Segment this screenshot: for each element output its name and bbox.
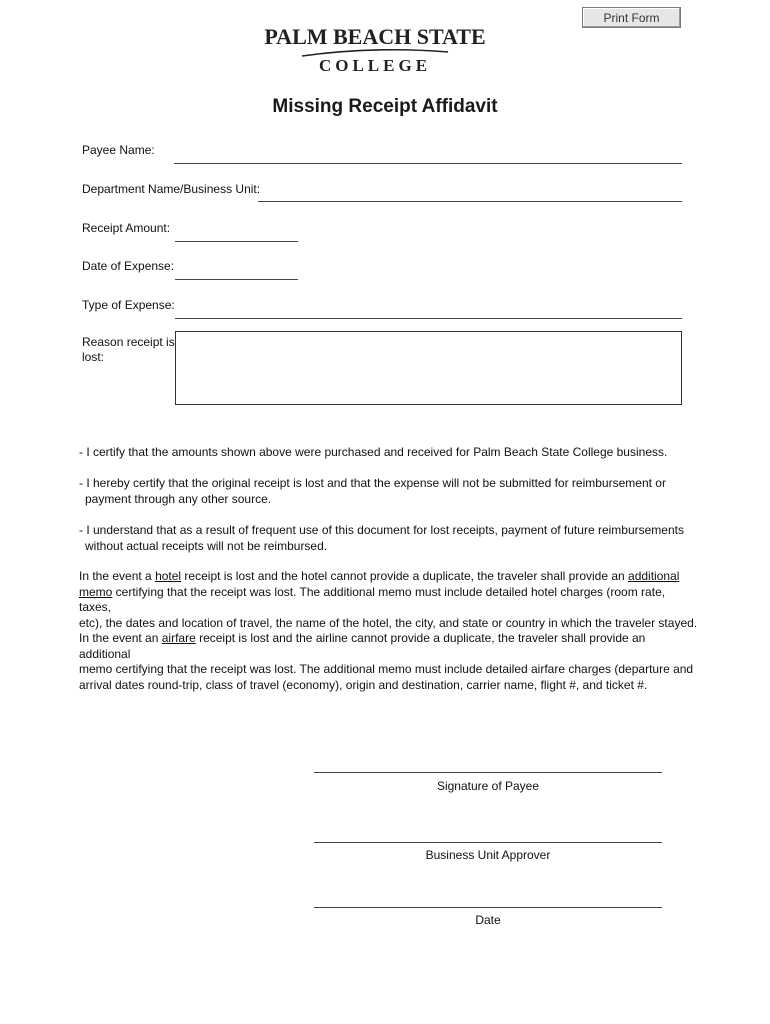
reason-label-line2: lost:	[82, 350, 105, 364]
payee-name-label: Payee Name:	[82, 143, 155, 157]
receipt-amount-field[interactable]	[175, 241, 298, 242]
hotel-line3: etc), the dates and location of travel, the name of the hotel, the city, and state or country in which the traveler stayed.	[79, 615, 698, 630]
certification-3-line2: without actual receipts will not be reimbursed.	[85, 538, 328, 553]
date-of-expense-field[interactable]	[175, 279, 298, 280]
airfare-line2: memo certifying that the receipt was lost. The additional memo must include detailed airfare charges (departure and	[79, 662, 694, 676]
date-signature-line[interactable]	[314, 907, 662, 908]
type-of-expense-label: Type of Expense:	[82, 298, 175, 312]
certification-2-line2: payment through any other source.	[85, 491, 272, 506]
page-title: Missing Receipt Affidavit	[272, 96, 498, 117]
airfare-text-b: receipt is lost and the airline cannot provide a duplicate, the traveler shall provide an additional	[79, 631, 646, 661]
hotel-text-b: receipt is lost and the hotel cannot provide a duplicate, the traveler shall provide an	[181, 569, 629, 583]
hotel-paragraph	[79, 569, 699, 631]
certification-1: - I certify that the amounts shown above were purchased and received for Palm Beach State College business.	[79, 445, 668, 459]
hotel-underlined-memo: memo	[79, 584, 113, 599]
certification-2-line1: - I hereby certify that the original receipt is lost and that the expense will not be submitted for reimbursement or	[79, 476, 666, 490]
certification-3	[79, 523, 684, 554]
hotel-underlined-additional: additional	[628, 569, 680, 583]
date-signature-label: Date	[475, 913, 501, 927]
print-form-button[interactable]: Print Form	[582, 7, 681, 28]
payee-signature-label: Signature of Payee	[436, 779, 540, 793]
college-logo-subtitle: COLLEGE	[318, 56, 432, 75]
certification-2	[79, 476, 666, 507]
hotel-text-c: certifying that the receipt was lost. The additional memo must include detailed hotel charges (room rate, taxes,	[79, 584, 666, 614]
hotel-text-a: In the event a	[79, 569, 156, 583]
date-of-expense-label: Date of Expense:	[82, 259, 175, 273]
college-logo-name: PALM BEACH STATE	[264, 24, 486, 49]
hotel-line1	[79, 569, 699, 585]
payee-signature-line[interactable]	[314, 772, 662, 773]
reason-textarea[interactable]	[175, 331, 682, 405]
hotel-underlined-hotel: hotel	[155, 569, 182, 583]
approver-signature-line[interactable]	[314, 842, 662, 843]
department-label: Department Name/Business Unit:	[82, 182, 261, 196]
department-field[interactable]	[258, 201, 682, 202]
airfare-paragraph	[79, 631, 699, 693]
type-of-expense-field[interactable]	[175, 318, 682, 319]
approver-signature-label: Business Unit Approver	[425, 848, 551, 862]
certification-3-line1: - I understand that as a result of frequent use of this document for lost receipts, payment of future reimbursements	[79, 523, 684, 537]
receipt-amount-label: Receipt Amount:	[82, 221, 171, 235]
payee-name-field[interactable]	[174, 163, 682, 164]
reason-label-line1: Reason receipt is	[82, 335, 175, 349]
airfare-text-a: In the event an	[79, 631, 162, 645]
hotel-line2	[79, 585, 699, 616]
reason-label	[82, 335, 175, 365]
airfare-line3: arrival dates round-trip, class of travel (economy), origin and destination, carrier name, flight #, and ticket #.	[79, 677, 648, 692]
airfare-underlined-airfare: airfare	[161, 631, 196, 645]
airfare-line1	[79, 631, 699, 662]
